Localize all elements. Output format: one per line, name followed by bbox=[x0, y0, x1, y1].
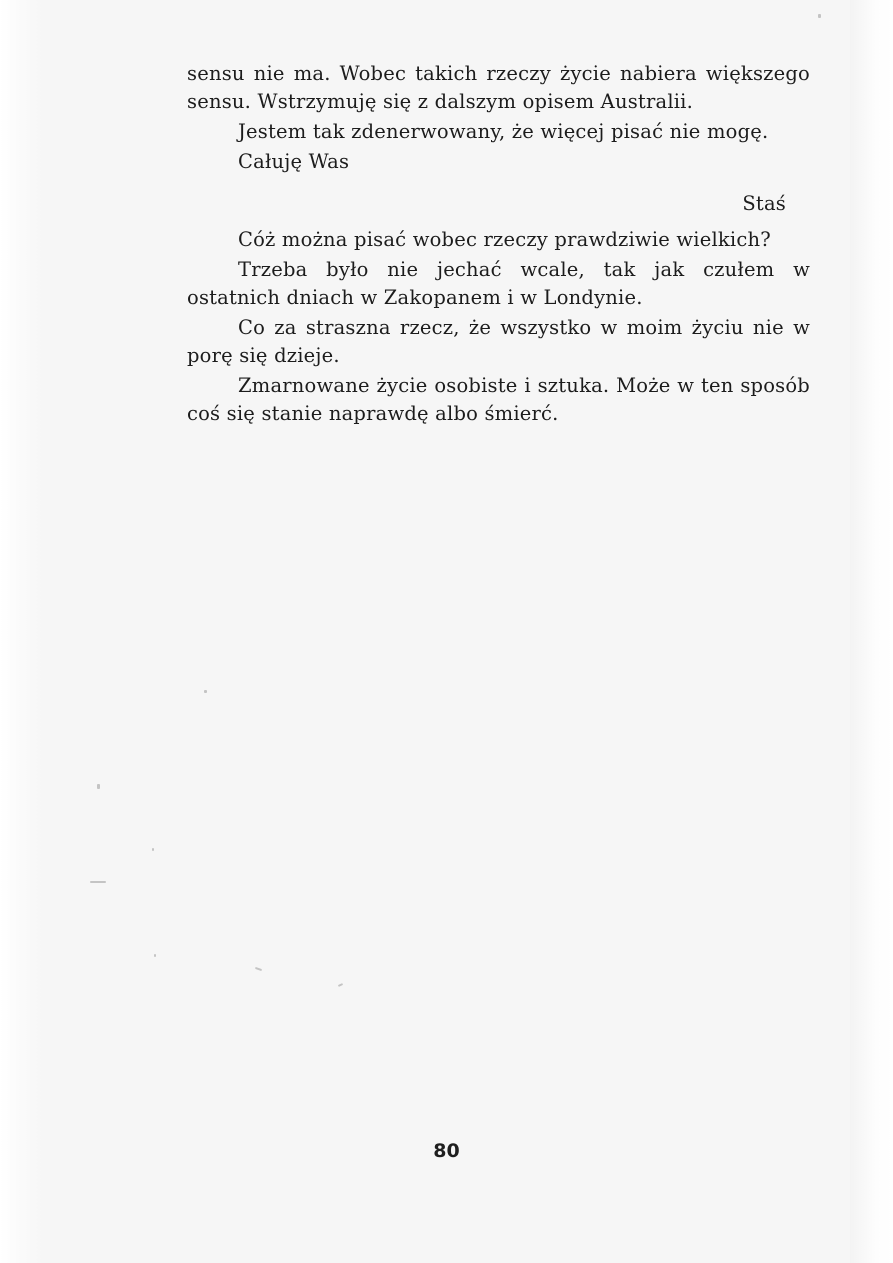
paragraph-2: Jestem tak zdenerwowany, że więcej pisać nie mogę. bbox=[238, 120, 769, 143]
signature: Staś bbox=[742, 192, 786, 215]
scan-speck bbox=[818, 14, 821, 18]
scan-speck bbox=[90, 881, 106, 883]
scan-margin-left bbox=[0, 0, 44, 1263]
scan-speck bbox=[204, 690, 207, 693]
paragraph-3: Całuję Was bbox=[238, 150, 350, 173]
paragraph-7: Zmarnowane życie osobiste i sztuka. Może w ten sposób coś się stanie naprawdę albo śmierć. bbox=[187, 374, 810, 425]
paragraph-5: Trzeba było nie jechać wcale, tak jak czułem w ostatnich dniach w Zakopanem i w Londynie. bbox=[187, 258, 810, 309]
page-number: 80 bbox=[433, 1140, 460, 1162]
page-text bbox=[187, 60, 810, 430]
paragraph-1: sensu nie ma. Wobec takich rzeczy życie nabiera większego sensu. Wstrzymuję się z dalszym opisem Australii. bbox=[187, 62, 810, 113]
scan-speck bbox=[152, 848, 154, 851]
paragraph-6: Co za straszna rzecz, że wszystko w moim życiu nie w porę się dzieje. bbox=[187, 316, 810, 367]
scan-margin-right bbox=[850, 0, 893, 1263]
scan-speck bbox=[154, 954, 156, 957]
paragraph-4: Cóż można pisać wobec rzeczy prawdziwie wielkich? bbox=[238, 228, 771, 251]
scan-speck bbox=[97, 784, 100, 789]
